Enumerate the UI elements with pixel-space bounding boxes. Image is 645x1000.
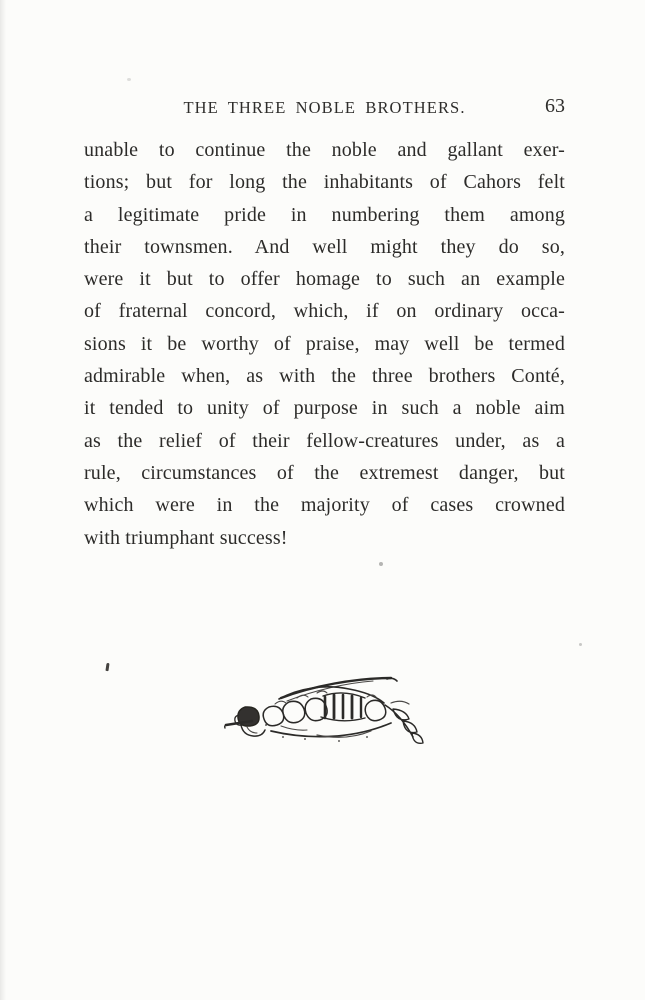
body-text	[84, 134, 565, 554]
ink-speck	[127, 78, 131, 81]
text-line: were it but to offer homage to such an example	[84, 268, 565, 291]
text-line: it tended to unity of purpose in such a noble aim	[84, 397, 565, 420]
text-line: sions it be worthy of praise, may well be termed	[84, 332, 565, 355]
ink-speck	[579, 643, 582, 646]
text-line: of fraternal concord, which, if on ordinary occa-	[84, 300, 565, 323]
ink-speck	[379, 562, 383, 566]
tailpiece-illustration-icon	[221, 659, 449, 747]
page-number: 63	[545, 95, 565, 117]
text-line: rule, circumstances of the extremest danger, but	[84, 461, 565, 484]
text-line: which were in the majority of cases crowned	[84, 494, 565, 517]
text-line: unable to continue the noble and gallant exer-	[84, 139, 565, 161]
running-head-title: THE THREE NOBLE BROTHERS.	[183, 98, 466, 117]
text-line: as the relief of their fellow-creatures under, as a	[84, 429, 565, 452]
text-line: a legitimate pride in numbering them among	[84, 203, 565, 226]
ink-speck	[105, 663, 109, 671]
text-line: admirable when, as with the three brothers Conté,	[84, 365, 565, 388]
text-line: their townsmen. And well might they do so,	[84, 235, 565, 258]
text-line: tions; but for long the inhabitants of Cahors felt	[84, 171, 565, 194]
running-head	[84, 95, 565, 122]
text-line: with triumphant success!	[84, 526, 288, 549]
